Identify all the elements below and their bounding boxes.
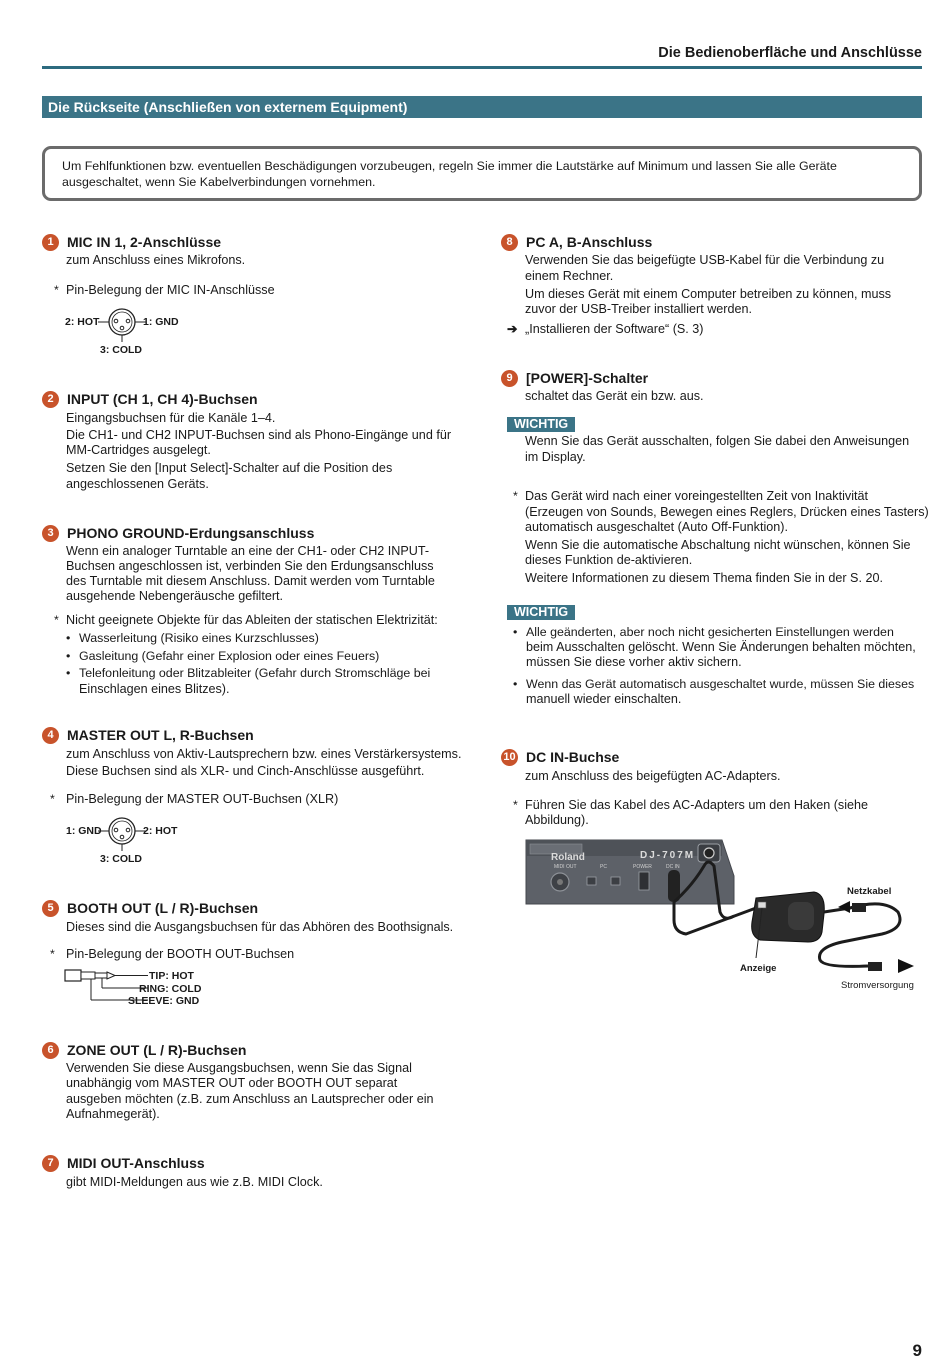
item-text: unabhängig vom MASTER OUT oder BOOTH OUT separat bbox=[66, 1076, 398, 1090]
item-note: Pin-Belegung der MIC IN-Anschlüsse bbox=[66, 283, 275, 297]
bullet-item: • Wenn das Gerät automatisch ausgeschaltet wurde, müssen Sie dieses bbox=[526, 677, 914, 693]
item-text: Um dieses Gerät mit einem Computer betreiben zu können, muss bbox=[525, 287, 892, 301]
bullet-item: • Wasserleitung (Risiko eines Kurzschlusses) bbox=[79, 631, 319, 647]
item-text: MM-Cartridges ausgelegt. bbox=[66, 443, 211, 457]
note-asterisk: * bbox=[513, 489, 518, 503]
note-asterisk: * bbox=[50, 792, 55, 806]
item-number-6: 6 bbox=[42, 1042, 59, 1059]
bullet-item: • Telefonleitung oder Blitzableiter (Gefahr durch Stromschläge bei bbox=[79, 666, 430, 682]
item-number-7: 7 bbox=[42, 1155, 59, 1172]
item-text: ausgehende Nebengeräusche gefiltert. bbox=[66, 589, 284, 603]
item-note: dieses Funktion de-aktivieren. bbox=[525, 553, 693, 567]
item-number-2: 2 bbox=[42, 391, 59, 408]
item-title-phono-ground: PHONO GROUND-Erdungsanschluss bbox=[67, 525, 315, 541]
notice-box bbox=[42, 146, 922, 201]
xlr-connector-diagram bbox=[98, 306, 146, 344]
figure-model-name: DJ-707M bbox=[640, 850, 696, 861]
item-text: schaltet das Gerät ein bzw. aus. bbox=[525, 389, 704, 403]
item-text: einem Rechner. bbox=[525, 269, 614, 283]
bullet-continuation: Einschlagen eines Blitzes). bbox=[79, 682, 230, 696]
item-text: Eingangsbuchsen für die Kanäle 1–4. bbox=[66, 411, 276, 425]
item-number-4: 4 bbox=[42, 727, 59, 744]
pin-label-left: 2: HOT bbox=[65, 316, 100, 328]
item-text: Wenn ein analoger Turntable an eine der CH1- oder CH2 INPUT- bbox=[66, 544, 430, 558]
item-title-pc: PC A, B-Anschluss bbox=[526, 234, 653, 250]
cross-reference-link[interactable]: „Installieren der Software“ (S. 3) bbox=[525, 322, 704, 336]
item-text: Dieses sind die Ausgangsbuchsen für das Abhören des Boothsignals. bbox=[66, 920, 454, 934]
item-title-power: [POWER]-Schalter bbox=[526, 370, 649, 386]
wichtig-text: Wenn Sie das Gerät ausschalten, folgen Sie dabei den Anweisungen bbox=[525, 434, 910, 448]
trs-label-ring: RING: COLD bbox=[139, 983, 202, 995]
xlr-connector-diagram bbox=[98, 815, 146, 853]
item-text: Verwenden Sie das beigefügte USB-Kabel für die Verbindung zu bbox=[525, 253, 885, 267]
item-title-dc-in: DC IN-Buchse bbox=[526, 749, 620, 765]
item-text: zum Anschluss des beigefügten AC-Adapters. bbox=[525, 769, 781, 783]
item-number-10: 10 bbox=[501, 749, 518, 766]
item-title-mic-in: MIC IN 1, 2-Anschlüsse bbox=[67, 234, 222, 250]
note-asterisk: * bbox=[50, 947, 55, 961]
item-number-3: 3 bbox=[42, 525, 59, 542]
pin-label-bottom: 3: COLD bbox=[100, 853, 142, 865]
item-note: Pin-Belegung der MASTER OUT-Buchsen (XLR) bbox=[66, 792, 339, 806]
item-note: Abbildung). bbox=[525, 813, 589, 827]
item-note: automatisch ausgeschaltet (Auto Off-Funktion). bbox=[525, 520, 788, 534]
wichtig-badge: WICHTIG bbox=[507, 417, 575, 432]
pin-label-left: 1: GND bbox=[66, 825, 102, 837]
page-header-title: Die Bedienoberfläche und Anschlüsse bbox=[658, 45, 922, 61]
wichtig-text: im Display. bbox=[525, 450, 586, 464]
figure-label-anzeige: Anzeige bbox=[740, 963, 777, 974]
item-number-8: 8 bbox=[501, 234, 518, 251]
item-text: Setzen Sie den [Input Select]-Schalter auf die Position des bbox=[66, 461, 393, 475]
item-note: (Erzeugen von Sounds, Bewegen eines Reglers, Drücken eines Tasters) bbox=[525, 505, 929, 519]
item-note: Pin-Belegung der BOOTH OUT-Buchsen bbox=[66, 947, 295, 961]
item-text: Die CH1- und CH2 INPUT-Buchsen sind als Phono-Eingänge und für bbox=[66, 428, 452, 442]
figure-panel-label: DC IN bbox=[666, 864, 680, 870]
pin-label-bottom: 3: COLD bbox=[100, 344, 142, 356]
item-text: angeschlossenen Geräts. bbox=[66, 477, 209, 491]
item-number-1: 1 bbox=[42, 234, 59, 251]
item-text: Aufnahmegerät). bbox=[66, 1107, 160, 1121]
item-number-5: 5 bbox=[42, 900, 59, 917]
page-number: 9 bbox=[912, 1341, 922, 1360]
note-asterisk: * bbox=[54, 283, 59, 297]
trs-label-tip: TIP: HOT bbox=[149, 970, 194, 982]
item-note: Das Gerät wird nach einer voreingestellten Zeit von Inaktivität bbox=[525, 489, 868, 503]
item-title-midi-out: MIDI OUT-Anschluss bbox=[67, 1155, 205, 1171]
pin-label-right: 1: GND bbox=[143, 316, 179, 328]
item-text: Verwenden Sie diese Ausgangsbuchsen, wenn Sie das Signal bbox=[66, 1061, 412, 1075]
note-asterisk: * bbox=[54, 613, 59, 627]
item-text: ausgeben möchten (z.B. zum Anschluss an Lautsprecher oder ein bbox=[66, 1092, 434, 1106]
bullet-item: • Alle geänderten, aber noch nicht gesicherten Einstellungen werden bbox=[526, 625, 894, 641]
header-rule bbox=[42, 66, 922, 69]
bullet-continuation: beim Ausschalten gelöscht. Wenn Sie Änderungen behalten möchten, bbox=[526, 640, 916, 654]
figure-label-stromversorgung: Stromversorgung bbox=[841, 980, 914, 991]
figure-panel-label: POWER bbox=[633, 864, 652, 870]
item-note: Weitere Informationen zu diesem Thema finden Sie in der S. 20. bbox=[525, 571, 883, 585]
note-asterisk: * bbox=[513, 798, 518, 812]
notice-line-2: ausgeschaltet, wenn Sie Kabelverbindungen vornehmen. bbox=[62, 174, 376, 189]
figure-panel-label: PC bbox=[600, 864, 607, 870]
bullet-continuation: manuell wieder einschalten. bbox=[526, 692, 682, 706]
item-text: Buchsen angeschlossen ist, verbinden Sie den Erdungsanschluss bbox=[66, 559, 434, 573]
bullet-item: • Gasleitung (Gefahr einer Explosion oder eines Feuers) bbox=[79, 649, 379, 665]
item-text: zuvor der USB-Treiber installiert werden. bbox=[525, 302, 753, 316]
pin-label-right: 2: HOT bbox=[143, 825, 178, 837]
item-text: zum Anschluss eines Mikrofons. bbox=[66, 253, 246, 267]
item-note: Wenn Sie die automatische Abschaltung nicht wünschen, können Sie bbox=[525, 538, 911, 552]
figure-label-netzkabel: Netzkabel bbox=[847, 886, 892, 897]
item-title-master-out: MASTER OUT L, R-Buchsen bbox=[67, 727, 254, 743]
section-title-bar: Die Rückseite (Anschließen von externem Equipment) bbox=[42, 96, 922, 118]
item-note: Nicht geeignete Objekte für das Ableiten der statischen Elektrizität: bbox=[66, 613, 438, 627]
item-title-input: INPUT (CH 1, CH 4)-Buchsen bbox=[67, 391, 258, 407]
trs-label-sleeve: SLEEVE: GND bbox=[128, 995, 200, 1007]
item-text: gibt MIDI-Meldungen aus wie z.B. MIDI Clock. bbox=[66, 1175, 323, 1189]
notice-line-1: Um Fehlfunktionen bzw. eventuellen Beschädigungen vorzubeugen, regeln Sie immer die Lautstärke auf Minimum und lassen Sie alle Geräte bbox=[62, 159, 837, 173]
arrow-right-icon: ➔ bbox=[507, 322, 518, 336]
item-number-9: 9 bbox=[501, 370, 518, 387]
figure-panel-label: MIDI OUT bbox=[554, 864, 577, 870]
item-title-booth-out: BOOTH OUT (L / R)-Buchsen bbox=[67, 900, 259, 916]
item-text: des Turntable mit diesem Anschluss. Damit werden vom Turntable bbox=[66, 574, 435, 588]
bullet-continuation: müssen Sie diese vorher aktiv sichern. bbox=[526, 655, 742, 669]
item-text: zum Anschluss von Aktiv-Lautsprechern bzw. eines Verstärkersystems. bbox=[66, 747, 462, 761]
item-text: Diese Buchsen sind als XLR- und Cinch-Anschlüsse ausgeführt. bbox=[66, 764, 425, 778]
item-title-zone-out: ZONE OUT (L / R)-Buchsen bbox=[67, 1042, 247, 1058]
figure-brand-logo: Roland bbox=[551, 852, 585, 863]
item-note: Führen Sie das Kabel des AC-Adapters um den Haken (siehe bbox=[525, 798, 869, 812]
wichtig-badge: WICHTIG bbox=[507, 605, 575, 620]
